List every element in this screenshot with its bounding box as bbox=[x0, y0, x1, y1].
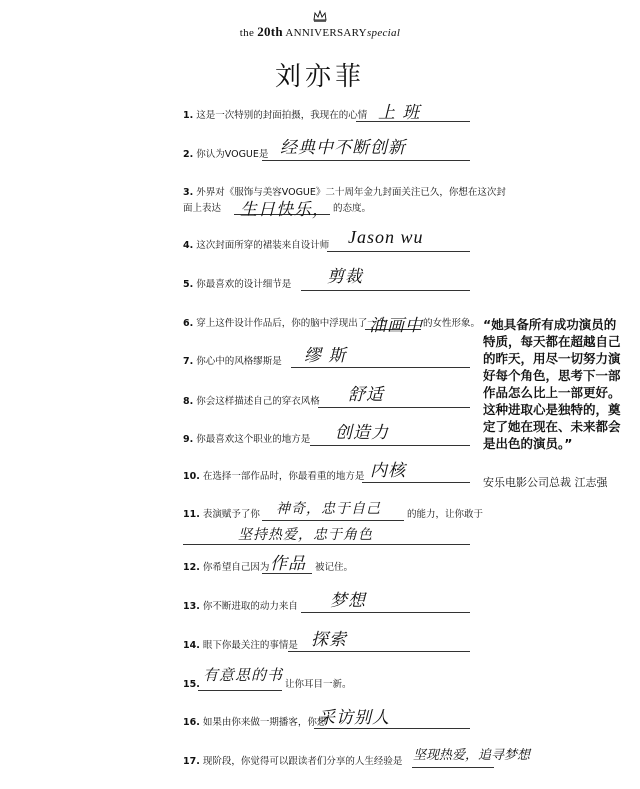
handwritten-answer-16: 采访别人 bbox=[318, 708, 390, 728]
handwritten-answer-11b: 坚持热爱，忠于角色 bbox=[238, 527, 373, 543]
handwritten-answer-5: 剪裁 bbox=[327, 267, 363, 287]
question-12: 12. 你希望自己因为 bbox=[183, 562, 270, 573]
handwritten-answer-12: 作品 bbox=[270, 554, 306, 574]
answer-line bbox=[310, 445, 470, 446]
question-1: 1. 这是一次特别的封面拍摄，我现在的心情 bbox=[183, 110, 368, 121]
question-15: 15. bbox=[183, 679, 200, 690]
handwritten-answer-15: 有意思的书 bbox=[203, 666, 284, 684]
handwritten-answer-9: 创造力 bbox=[335, 423, 389, 443]
handwritten-answer-17: 坚现热爱，追寻梦想 bbox=[413, 748, 531, 763]
handwritten-answer-4: Jason wu bbox=[348, 227, 424, 247]
question-7: 7. 你心中的风格缪斯是 bbox=[183, 356, 282, 367]
handwritten-answer-14: 探索 bbox=[311, 630, 347, 650]
handwritten-answer-3: 生日快乐， bbox=[240, 200, 330, 220]
question-4: 4. 这次封面所穿的裙装来自设计师 bbox=[183, 240, 330, 251]
answer-line bbox=[262, 160, 470, 161]
handwritten-answer-1: 上 班 bbox=[378, 103, 421, 123]
question-3-line-2: 面上表达 bbox=[183, 203, 222, 214]
question-11: 11. 表演赋予了你 bbox=[183, 509, 260, 520]
question-2: 2. 你认为VOGUE是 bbox=[183, 149, 269, 160]
question-15-suffix: 让你耳目一新。 bbox=[285, 679, 352, 690]
handwritten-answer-13: 梦想 bbox=[330, 591, 366, 611]
handwritten-answer-7: 缪 斯 bbox=[304, 346, 347, 366]
answer-line bbox=[412, 767, 494, 768]
question-12-suffix: 被记住。 bbox=[315, 562, 354, 573]
question-11-suffix: 的能力，让你敢于 bbox=[407, 509, 484, 520]
question-9: 9. 你最喜欢这个职业的地方是 bbox=[183, 434, 311, 445]
question-14: 14. 眼下你最关注的事情是 bbox=[183, 640, 298, 651]
answer-line bbox=[301, 290, 470, 291]
question-16: 16. 如果由你来做一期播客，你想 bbox=[183, 717, 327, 728]
answer-line bbox=[362, 482, 470, 483]
answer-line bbox=[262, 520, 404, 521]
quote-attribution: 安乐电影公司总裁 江志强 bbox=[483, 476, 608, 489]
handwritten-answer-11: 神奇，忠于自己 bbox=[276, 501, 381, 517]
handwritten-answer-6: 油画中 bbox=[369, 316, 423, 336]
question-13: 13. 你不断进取的动力来自 bbox=[183, 601, 298, 612]
handwritten-answer-8: 舒适 bbox=[348, 385, 384, 405]
question-8: 8. 你会这样描述自己的穿衣风格 bbox=[183, 396, 320, 407]
question-3-suffix: 的态度。 bbox=[333, 203, 372, 214]
answer-line bbox=[291, 367, 470, 368]
question-3: 3. 外界对《服饰与美容VOGUE》二十周年金九封面关注已久，你想在这次封 bbox=[183, 187, 506, 198]
question-5: 5. 你最喜欢的设计细节是 bbox=[183, 279, 292, 290]
question-6-suffix: 的女性形象。 bbox=[423, 318, 481, 329]
crown-icon bbox=[313, 10, 327, 22]
answer-line bbox=[318, 407, 470, 408]
answer-line bbox=[314, 728, 470, 729]
pull-quote: “她具备所有成功演员的特质，每天都在超越自己的昨天，用尽一切努力演好每个角色，思考下一部作品怎么比上一部更好。这种进取心是独特的，奠定了她在现在、未来都会是出色的演员。” bbox=[483, 317, 621, 451]
page-title: 刘亦菲 bbox=[274, 62, 365, 92]
answer-line bbox=[198, 690, 282, 691]
answer-line bbox=[301, 612, 470, 613]
handwritten-answer-2: 经典中不断创新 bbox=[280, 138, 406, 158]
answer-line bbox=[327, 251, 470, 252]
question-6: 6. 穿上这件设计作品后，你的脑中浮现出了一个 bbox=[183, 318, 387, 329]
handwritten-answer-10: 内核 bbox=[370, 461, 406, 481]
anniversary-header: the 20th ANNIVERSARYspecial bbox=[239, 24, 401, 39]
answer-line bbox=[288, 651, 470, 652]
answer-line bbox=[183, 544, 470, 545]
question-17: 17. 现阶段，你觉得可以跟读者们分享的人生经验是 bbox=[183, 756, 403, 767]
question-10: 10. 在选择一部作品时，你最看重的地方是 bbox=[183, 471, 365, 482]
